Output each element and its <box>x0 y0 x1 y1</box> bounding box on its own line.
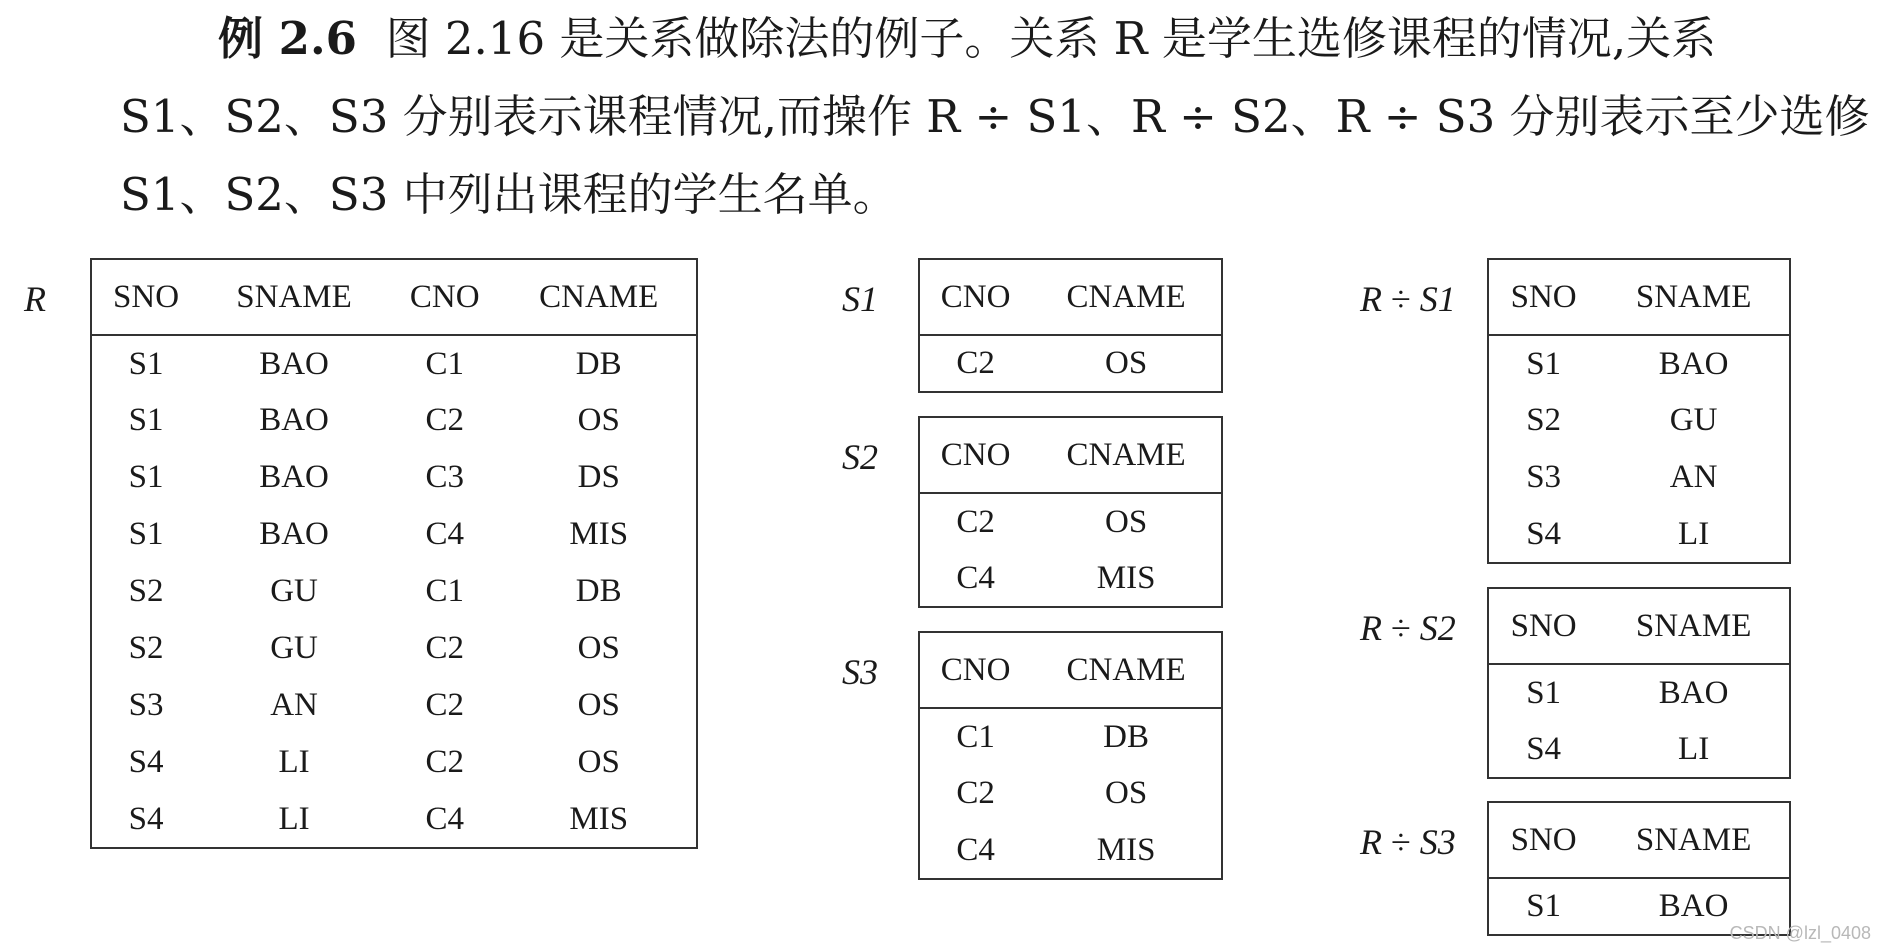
relation-r-label: R <box>24 279 46 319</box>
table-cell: C2 <box>425 744 464 780</box>
paragraph-line-1-text: 图 2.16 是关系做除法的例子。关系 R 是学生选修课程的情况,关系 <box>385 12 1717 65</box>
table-row <box>1488 392 1790 449</box>
table-cell: OS <box>577 630 620 666</box>
table-cell: C4 <box>956 831 995 868</box>
table-cell: C2 <box>425 630 464 666</box>
column-header: CNAME <box>1031 259 1222 335</box>
table-cell: OS <box>1105 503 1148 540</box>
table-cell: OS <box>577 687 620 723</box>
table-cell: C1 <box>425 573 464 609</box>
watermark: CSDN @lzl_0408 <box>1729 923 1871 943</box>
column-header: CNAME <box>1031 632 1222 708</box>
column-header: SNAME <box>1598 802 1790 878</box>
table-cell: BAO <box>259 345 329 382</box>
table-cell: S4 <box>1526 515 1562 552</box>
table-row <box>91 677 697 734</box>
table-cell: AN <box>270 687 318 723</box>
column-header: CNAME <box>501 259 697 335</box>
table-row <box>91 734 697 791</box>
relation-s3-table <box>918 631 1223 880</box>
divide-operator: ÷ <box>1391 822 1411 862</box>
relation-s2-label: S2 <box>842 437 878 477</box>
table-cell: C2 <box>956 775 995 811</box>
result-rs2-table <box>1487 587 1791 779</box>
table-row <box>91 791 697 848</box>
table-cell: C1 <box>956 718 995 755</box>
table-cell: S1 <box>1526 674 1562 711</box>
table-cell: S1 <box>1526 888 1562 924</box>
table-row <box>1488 664 1790 721</box>
table-cell: LI <box>278 744 310 780</box>
table-header-row <box>91 259 697 335</box>
table-cell: LI <box>1678 515 1710 552</box>
column-header: CNO <box>919 417 1031 493</box>
column-header: CNO <box>919 259 1031 335</box>
column-header: SNO <box>1488 588 1598 664</box>
table-row <box>919 493 1222 550</box>
table-cell: MIS <box>1096 831 1156 868</box>
table-cell: OS <box>1105 775 1148 811</box>
table-cell: C4 <box>425 800 464 837</box>
table-header-row <box>919 632 1222 708</box>
result-rs3-label-left: R <box>1360 822 1382 862</box>
table-cell: S1 <box>128 459 164 495</box>
table-cell: BAO <box>259 402 329 438</box>
column-header: SNO <box>1488 802 1598 878</box>
table-cell: S2 <box>128 630 164 666</box>
table-cell: LI <box>278 800 310 837</box>
table-cell: S4 <box>128 800 164 837</box>
table-row <box>1488 449 1790 506</box>
table-cell: LI <box>1678 730 1710 767</box>
column-header: SNAME <box>1598 259 1790 335</box>
table-header-row <box>1488 802 1790 878</box>
table-row <box>91 563 697 620</box>
result-rs1-label <box>1360 278 1456 320</box>
column-header: CNO <box>388 259 501 335</box>
table-cell: MIS <box>1096 559 1156 596</box>
table-cell: AN <box>1669 459 1718 495</box>
table-cell: C4 <box>956 559 995 596</box>
table-row <box>91 620 697 677</box>
table-cell: GU <box>270 630 318 666</box>
column-header: SNAME <box>200 259 388 335</box>
paragraph-line-1 <box>120 0 1860 78</box>
table-cell: S4 <box>128 744 164 780</box>
table-cell: S3 <box>128 687 164 723</box>
column-header: CNAME <box>1031 417 1222 493</box>
result-rs2-label-left: R <box>1360 608 1382 648</box>
table-cell: GU <box>1669 402 1718 438</box>
table-cell: S2 <box>1526 402 1562 438</box>
table-cell: OS <box>577 402 620 438</box>
table-row <box>91 449 697 506</box>
relation-r-table <box>90 258 698 849</box>
example-label: 例 2.6 <box>218 12 357 65</box>
table-row <box>91 335 697 392</box>
table-cell: DB <box>575 573 622 609</box>
table-cell: DS <box>577 459 620 495</box>
table-cell: C3 <box>425 459 464 495</box>
result-rs3-label <box>1360 821 1456 863</box>
table-header-row <box>919 259 1222 335</box>
table-cell: C2 <box>425 687 464 723</box>
table-cell: MIS <box>569 800 629 837</box>
table-row <box>919 708 1222 765</box>
column-header: CNO <box>919 632 1031 708</box>
table-cell: S2 <box>128 573 164 609</box>
paragraph-line-2: S1、S2、S3 分别表示课程情况,而操作 R ÷ S1、R ÷ S2、R ÷ S3 分别表示至少选修 <box>120 90 1870 143</box>
table-cell: BAO <box>1658 888 1729 924</box>
table-cell: S1 <box>128 402 164 438</box>
table-row <box>919 335 1222 392</box>
column-header: SNO <box>91 259 200 335</box>
table-cell: C2 <box>425 402 464 438</box>
relation-s2-table <box>918 416 1223 608</box>
table-header-row <box>919 417 1222 493</box>
result-rs3-label-right: S3 <box>1419 822 1456 862</box>
table-cell: OS <box>577 744 620 780</box>
result-rs2-label-right: S2 <box>1419 608 1456 648</box>
table-cell: C2 <box>956 345 995 381</box>
table-cell: C2 <box>956 503 995 540</box>
table-cell: OS <box>1105 345 1148 381</box>
table-cell: BAO <box>1658 674 1729 711</box>
divide-operator: ÷ <box>1391 279 1411 319</box>
table-header-row <box>1488 588 1790 664</box>
table-cell: S3 <box>1526 459 1562 495</box>
table-row <box>919 550 1222 607</box>
table-cell: S1 <box>128 345 164 382</box>
divide-operator: ÷ <box>1391 608 1411 648</box>
column-header: SNO <box>1488 259 1598 335</box>
table-cell: S1 <box>1526 345 1562 382</box>
table-row <box>91 506 697 563</box>
table-cell: BAO <box>259 516 329 552</box>
table-header-row <box>1488 259 1790 335</box>
table-cell: BAO <box>259 459 329 495</box>
result-rs1-label-left: R <box>1360 279 1382 319</box>
table-cell: GU <box>270 573 318 609</box>
result-rs1-label-right: S1 <box>1419 279 1456 319</box>
table-row <box>919 822 1222 879</box>
example-paragraph <box>120 0 1870 234</box>
table-cell: BAO <box>1658 345 1729 382</box>
table-cell: MIS <box>569 516 629 552</box>
paragraph-line-3: S1、S2、S3 中列出课程的学生名单。 <box>120 168 898 221</box>
table-row <box>91 392 697 449</box>
table-cell: S4 <box>1526 730 1562 767</box>
table-cell: DB <box>1103 718 1150 755</box>
table-row <box>1488 335 1790 392</box>
table-row <box>1488 721 1790 778</box>
relation-s1-label: S1 <box>842 279 878 319</box>
result-rs2-label <box>1360 607 1456 649</box>
table-row <box>919 765 1222 822</box>
table-cell: DB <box>575 345 622 382</box>
table-cell: S1 <box>128 516 164 552</box>
result-rs1-table <box>1487 258 1791 564</box>
relation-s3-label: S3 <box>842 652 878 692</box>
relation-s1-table <box>918 258 1223 393</box>
result-rs3-table <box>1487 801 1791 936</box>
table-cell: C1 <box>425 345 464 382</box>
table-row <box>1488 506 1790 563</box>
table-cell: C4 <box>425 516 464 552</box>
column-header: SNAME <box>1598 588 1790 664</box>
